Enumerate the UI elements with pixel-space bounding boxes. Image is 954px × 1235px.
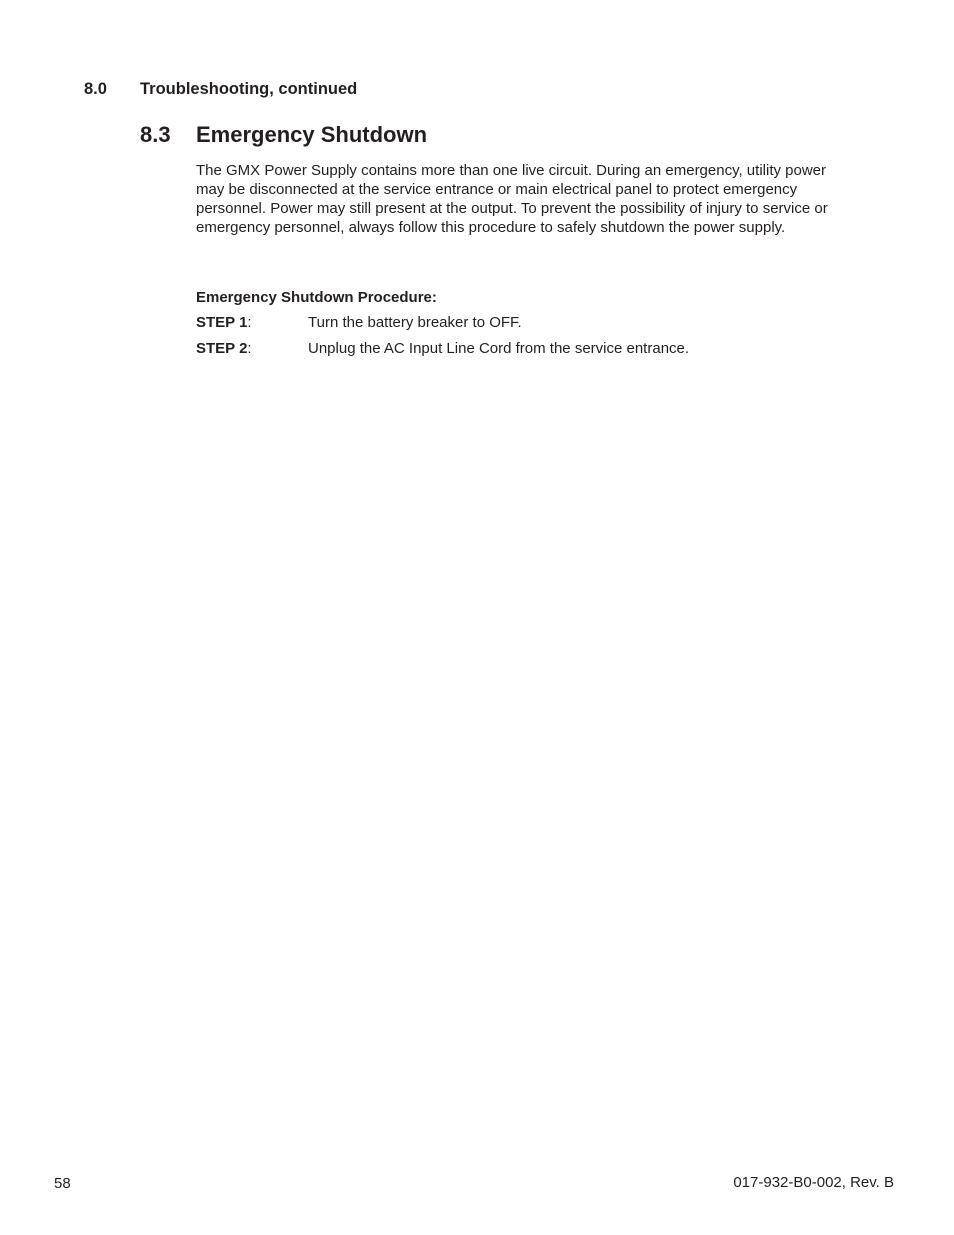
procedure-step-2 (196, 340, 689, 357)
procedure-step-1 (196, 314, 522, 331)
step-text: Unplug the AC Input Line Cord from the service entrance. (308, 340, 690, 357)
step-label: STEP 1: (196, 314, 252, 331)
running-header (84, 80, 357, 99)
section-title: Emergency Shutdown (196, 122, 428, 147)
step-label: STEP 2: (196, 340, 252, 357)
section-number: 8.3 (140, 122, 171, 147)
intro-paragraph: The GMX Power Supply contains more than one live circuit. During an emergency, utility power may be disconnected at the service entrance or main electrical panel to protect emergency personnel. Power may still present at the output. To prevent the possibility of injury to service or emergency personnel, always follow this procedure to safely shutdown the power supply. (196, 162, 828, 236)
document-id: 017-932-B0-002, Rev. B (733, 1174, 894, 1191)
step-text: Turn the battery breaker to OFF. (308, 314, 522, 331)
page-number: 58 (54, 1175, 71, 1192)
procedure-title: Emergency Shutdown Procedure: (196, 289, 437, 306)
running-header-number: 8.0 (84, 80, 107, 98)
section-heading (140, 122, 427, 148)
running-header-title: Troubleshooting, continued (140, 80, 358, 98)
